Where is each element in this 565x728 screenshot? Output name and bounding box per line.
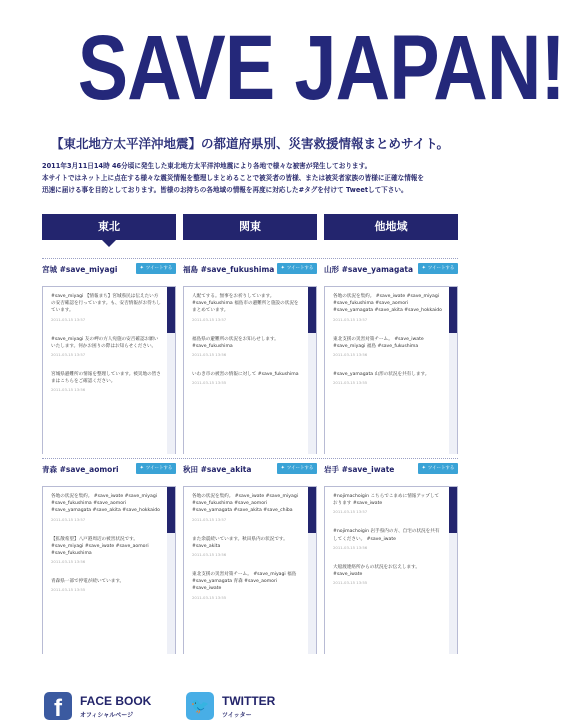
prefecture-column [183,262,317,454]
column-title: 山形 #save_yamagata [324,265,414,274]
tweet-text: #save_miyagi 【情報まち】宮城県民は伝えたい方の安否確認を行っています。も、安否情報がお待ちしています。 [51,294,161,314]
tweet-button[interactable] [136,263,176,274]
tweet-text: また余震続いています。秋田県内の状況です。 #save_akita [192,536,288,549]
tweet-button[interactable] [277,463,317,474]
prefecture-column [42,462,176,654]
tweet-entry[interactable] [333,564,443,585]
tab-kanto[interactable]: 関東 [183,214,317,240]
region-tabs [42,214,458,246]
tweet-text: 青森県一部で停電が続いています。 [51,579,125,585]
tweet-timestamp: 2011-03-15 13:56 [192,552,227,558]
twitter-bird-icon: ✦ [421,265,426,271]
tweet-entry[interactable] [333,371,443,385]
tweet-text: 大船渡連絡所からの状況をお伝えします。 #save_iwate [333,564,420,578]
tweet-timestamp: 2011-03-15 13:56 [192,352,227,358]
tweet-timestamp: 2011-03-15 13:57 [333,509,368,515]
column-header [42,262,176,278]
tweet-timestamp: 2011-03-15 13:55 [333,380,368,386]
tweet-button-label: ツイートする [427,466,455,471]
tweet-button-label: ツイートする [427,266,455,271]
site-title: SAVE JAPAN! [77,17,565,119]
tweet-feed[interactable] [183,486,317,654]
twitter-bird-icon: ✦ [139,465,144,471]
scrollbar-thumb[interactable] [449,287,457,333]
twitter-bird-icon: ✦ [280,465,285,471]
tweet-text: 東北支援の災害対策チーム。 #save_miyagi 福島 #save_yamagata 青森 #save_aomori #save_iwate [192,572,297,592]
column-title: 青森 #save_aomori [42,465,119,474]
tweet-entry[interactable] [192,493,302,522]
tweet-entry[interactable] [51,493,161,522]
twitter-link[interactable] [186,692,306,724]
tweet-button[interactable] [136,463,176,474]
tweet-timestamp: 2011-03-15 13:57 [192,516,227,522]
tweet-text: #save_miyagi 友の岬の方人宛施の安否確認お願いいたします。何かお困りの際はお知らせください。 [51,336,159,349]
twitter-bird-icon[interactable]: 🐦 [186,692,214,720]
feed-entries [333,293,443,399]
tweet-button[interactable] [277,263,317,274]
feed-scrollbar[interactable] [449,487,457,654]
tweet-text: いわき市の被害の情報に対して #save_fukushima [192,372,299,378]
column-header [183,262,317,278]
tweet-text: 福島県の避難所の状況をお知らせします。 #save_fukushima [192,336,279,349]
facebook-sublabel: オフィシャルページ [80,712,134,719]
column-header [183,462,317,478]
facebook-icon[interactable]: f [44,692,72,720]
tweet-entry[interactable] [333,293,443,322]
tweet-button-label: ツイートする [286,466,314,471]
prefecture-column [324,462,458,654]
intro-line: 迅速に届ける事を目的としております。皆様のお持ちの各地域の情報を再度に対応した#タグを付けて Tweetして下さい。 [42,186,408,194]
tweet-entry[interactable] [51,578,161,592]
scrollbar-thumb[interactable] [167,487,175,533]
prefecture-column [42,262,176,454]
tweet-entry[interactable] [192,536,302,557]
tweet-feed[interactable] [324,486,458,654]
column-title: 岩手 #save_iwate [324,465,395,474]
tweet-button[interactable] [418,463,458,474]
tweet-text: 各地の状況を集約。 #save_iwate #save_miyagi #save_fukushima #save_aomori #save_yamagata #save_akita #save_chiba [192,494,299,514]
scrollbar-thumb[interactable] [308,487,316,533]
tab-tohoku[interactable]: 東北 [42,214,176,240]
tweet-timestamp: 2011-03-15 13:56 [333,352,368,358]
column-header [324,462,458,478]
twitter-bird-icon: ✦ [139,265,144,271]
prefecture-column [324,262,458,454]
feed-entries [192,493,302,614]
column-title: 秋田 #save_akita [183,465,252,474]
tweet-entry[interactable] [51,371,161,392]
tweet-timestamp: 2011-03-15 13:57 [192,316,227,322]
tweet-timestamp: 2011-03-15 13:56 [51,387,86,393]
feed-scrollbar[interactable] [308,287,316,454]
tweet-entry[interactable] [51,293,161,322]
intro-text [42,160,462,196]
tweet-text: 東北支援の災害対策チーム。 #save_iwate #save_miyagi 福島 #save_fukushima [333,336,424,349]
tweet-timestamp: 2011-03-15 13:57 [333,316,368,322]
feed-scrollbar[interactable] [167,487,175,654]
column-header [324,262,458,278]
tweet-text: 各地の状況を集約。 #save_iwate #save_miyagi #save_fukushima #save_aomori #save_yamagata #save_akita #save_hokkaido [51,494,160,514]
twitter-label[interactable]: TWITTER [222,694,276,708]
tweet-button[interactable] [418,263,458,274]
tweet-entry[interactable] [333,336,443,357]
tweet-button-label: ツイートする [145,466,173,471]
tweet-text: 人配てする。無事をお祈りしています。 #save_fukushima 福島市の避難所と施設の状況をまとめています。 [192,294,299,314]
tweet-button-label: ツイートする [145,266,173,271]
tweet-button-label: ツイートする [286,266,314,271]
tweet-text: #nojimachoigin こちらでこまめに情報アップしております #save_iwate [333,494,440,507]
tweet-timestamp: 2011-03-15 13:56 [51,559,86,565]
tweet-entry[interactable] [333,528,443,549]
feed-entries [192,293,302,399]
tweet-entry[interactable] [192,371,302,385]
tweet-timestamp: 2011-03-15 13:55 [192,594,227,600]
tweet-entry[interactable] [192,293,302,322]
tweet-entry[interactable] [51,536,161,565]
scrollbar-thumb[interactable] [449,487,457,533]
site-subtitle: 【東北地方太平洋沖地震】の都道府県別、災害救援情報まとめサイト。 [50,136,449,151]
facebook-link[interactable] [44,692,174,724]
divider [42,458,458,459]
feed-entries [51,293,161,406]
tweet-timestamp: 2011-03-15 13:55 [333,580,368,586]
tweet-text: 各地の状況を集約。 #save_iwate #save_miyagi #save_fukushima #save_aomori #save_yamagata #save_akita #save_hokkaido [333,294,442,314]
intro-line: 2011年3月11日14時 46分頃に発生した東北地方太平洋沖地震により各地で様々な被害が発生しております。 [42,162,372,170]
tweet-timestamp: 2011-03-15 13:55 [51,587,86,593]
twitter-sublabel: ツイッター [222,712,252,719]
scrollbar-thumb[interactable] [167,287,175,333]
tweet-feed[interactable] [324,286,458,454]
tweet-entry[interactable] [192,336,302,357]
tweet-entry[interactable] [51,336,161,357]
tab-other-regions[interactable]: 他地域 [324,214,458,240]
tweet-timestamp: 2011-03-15 13:55 [192,380,227,386]
twitter-bird-icon: ✦ [421,465,426,471]
divider [42,258,458,259]
column-title: 宮城 #save_miyagi [42,265,118,274]
prefecture-column [183,462,317,654]
tweet-timestamp: 2011-03-15 13:57 [51,316,86,322]
feed-scrollbar[interactable] [449,287,457,454]
tweet-timestamp: 2011-03-15 13:57 [51,352,86,358]
column-title: 福島 #save_fukushima [183,265,275,274]
scrollbar-thumb[interactable] [308,287,316,333]
tweet-text: #nojimachoigin 岩手県内の方、自宅の状況を共有してください。 #save_iwate [333,529,440,542]
feed-scrollbar[interactable] [308,487,316,654]
twitter-bird-icon: ✦ [280,265,285,271]
feed-scrollbar[interactable] [167,287,175,454]
tweet-timestamp: 2011-03-15 13:57 [51,516,86,522]
facebook-label[interactable]: FACE BOOK [80,694,152,708]
feed-entries [51,493,161,606]
tweet-feed[interactable] [42,286,176,454]
tweet-timestamp: 2011-03-15 13:56 [333,544,368,550]
tweet-entry[interactable] [192,571,302,600]
tweet-text: #save_yamagata 山形の状況を共有します。 [333,372,430,378]
tweet-feed[interactable] [183,286,317,454]
feed-entries [333,493,443,599]
tweet-entry[interactable] [333,493,443,514]
column-header [42,462,176,478]
tweet-feed[interactable] [42,486,176,654]
tweet-text: 【拡散希望】八戸港周辺の被害状況です。 #save_miyagi #save_iwate #save_aomori #save_fukushima [51,536,149,557]
tweet-text: 宮城県避難所の情報を整理しています。被災地の皆さまはこちらをご確認ください。 [51,372,161,385]
intro-line: 本サイトではネット上に点在する様々な震災情報を整理しまとめることで被災者の皆様、または被災者家族の皆様に正確な情報を [42,174,424,182]
